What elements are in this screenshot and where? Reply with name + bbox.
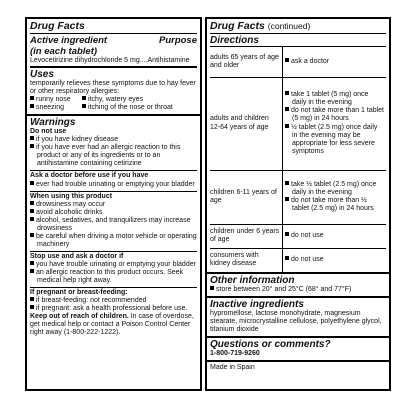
divider (30, 287, 197, 288)
bullet-square-icon (285, 197, 289, 201)
pregnant-heading: If pregnant or breast-feeding: (30, 289, 128, 297)
questions-heading: Questions or comments? (210, 339, 331, 351)
questions-phone: 1-800-719-9260 (210, 350, 260, 358)
instruction-text: do not use (291, 256, 324, 264)
section-divider (207, 272, 389, 274)
pregnant-item (30, 305, 197, 313)
symptom-item (30, 104, 82, 112)
age-cell: adults and children 12-64 years of age (210, 77, 283, 170)
instruction-item (285, 107, 384, 123)
instruction-text: take ½ tablet (2.5 mg) once daily in the evening (291, 180, 377, 196)
active-ingredient-name: Levocetirizine dihydrochloride 5 mg (30, 57, 140, 64)
table-row (210, 47, 386, 77)
when-using-item (30, 217, 197, 233)
instruction-cell (283, 170, 387, 224)
drug-facts-title: Drug Facts (30, 19, 197, 34)
warning-text: if pregnant: ask a health professional before use. (36, 305, 188, 313)
instruction-cell (283, 77, 387, 170)
instruction-item (285, 197, 384, 213)
do-not-use-heading: Do not use (30, 128, 67, 136)
bullet-square-icon (30, 201, 34, 205)
drug-facts-right-panel (205, 17, 391, 391)
active-ingredient-purpose: Antihistamine (147, 57, 190, 64)
active-ingredient-line (30, 57, 190, 65)
active-ingredient-header (30, 35, 197, 46)
instruction-text: do not take more than 1 tablet (5 mg) in 24 hours (291, 107, 385, 123)
continued-suffix: (continued) (267, 21, 311, 31)
drug-facts-left-panel (25, 17, 202, 391)
table-row (210, 248, 386, 272)
other-information-item (210, 286, 386, 294)
section-divider (207, 336, 389, 338)
bullet-square-icon (30, 144, 34, 148)
bullet-square-icon (285, 58, 289, 62)
instruction-cell (283, 248, 387, 272)
warning-text: if breast-feeding: not recommended (36, 297, 147, 305)
leader-dots: .... (139, 57, 148, 64)
when-using-item (30, 233, 197, 249)
bullet-square-icon (285, 124, 289, 128)
warning-text: alcohol, sedatives, and tranquilizers may increase drowsiness (36, 216, 191, 232)
pregnant-item (30, 297, 197, 305)
symptom-item (82, 104, 197, 112)
stop-use-item (30, 261, 197, 269)
bullet-square-icon (285, 181, 289, 185)
bullet-square-icon (30, 269, 34, 273)
instruction-cell (283, 47, 387, 77)
uses-symptom-grid (30, 96, 197, 112)
bullet-square-icon (30, 104, 34, 108)
table-row (210, 170, 386, 224)
divider (30, 251, 197, 252)
divider (30, 170, 197, 171)
made-in-text: Made in Spain (210, 364, 255, 372)
symptom-text: itchy, watery eyes (88, 96, 144, 104)
instruction-text: do not use (291, 231, 324, 239)
warning-text: if you have kidney disease (36, 136, 119, 144)
bullet-square-icon (30, 96, 34, 100)
bullet-square-icon (30, 209, 34, 213)
active-ingredient-subheader (30, 46, 197, 57)
warning-text: drowsiness may occur (36, 200, 106, 208)
section-divider (27, 114, 200, 116)
bullet-square-icon (30, 181, 34, 185)
when-using-item (30, 201, 197, 209)
other-information-heading: Other information (210, 275, 295, 286)
bullet-square-icon (210, 286, 214, 290)
symptom-text: sneezing (36, 104, 65, 112)
drug-facts-continued-title (210, 19, 386, 34)
bullet-square-icon (82, 104, 86, 108)
age-cell: consumers with kidney disease (210, 248, 283, 272)
symptom-item (30, 96, 82, 104)
instruction-item (285, 91, 384, 107)
section-divider (207, 360, 389, 362)
bullet-square-icon (30, 233, 34, 237)
keep-out-bold: Keep out of reach of children. (30, 313, 129, 321)
instruction-item (285, 256, 384, 264)
bullet-square-icon (285, 107, 289, 111)
warning-text: you have trouble urinating or emptying your bladder (36, 260, 196, 268)
instruction-text: do not take more than ½ tablet (2.5 mg) in 24 hours (291, 197, 374, 213)
instruction-text: take 1 tablet (5 mg) once daily in the evening (291, 91, 369, 107)
keep-out-text: In case of overdose, get medical help or contact a Poison Control Center right away (1-800-222-1222). (30, 313, 194, 337)
stop-use-item (30, 269, 197, 285)
keep-out-of-reach (30, 313, 197, 337)
directions-heading: Directions (210, 35, 386, 47)
uses-intro: temporarily relieves these symptoms due to hay fever or other respiratory allergies: (30, 80, 196, 96)
instruction-item (285, 58, 384, 66)
warning-text: avoid alcoholic drinks (36, 208, 103, 216)
bullet-square-icon (285, 91, 289, 95)
bullet-square-icon (30, 217, 34, 221)
age-cell: children under 6 years of age (210, 224, 283, 248)
ask-doctor-heading: Ask a doctor before use if you have (30, 172, 149, 180)
instruction-item (285, 232, 384, 240)
instruction-text: ½ tablet (2.5 mg) once daily in the evening may be appropriate for less severe symptoms (291, 123, 378, 155)
do-not-use-item (30, 144, 197, 168)
do-not-use-item (30, 136, 197, 144)
active-ingredient-heading: Active ingredient (30, 35, 108, 46)
age-cell: children 6-11 years of age (210, 170, 283, 224)
active-ingredient-row (30, 57, 197, 68)
instruction-cell (283, 224, 387, 248)
table-row (210, 77, 386, 170)
warning-text: if you have ever had an allergic reaction to this product or any of its ingredients or to an antihistamine containing cetirizine (36, 144, 181, 168)
stop-use-heading: Stop use and ask a doctor if (30, 252, 124, 260)
warning-text: ever had trouble urinating or emptying your bladder (36, 180, 195, 188)
instruction-item (285, 124, 384, 156)
when-using-item (30, 209, 197, 217)
bullet-square-icon (285, 232, 289, 236)
purpose-heading: Purpose (158, 35, 197, 46)
bullet-square-icon (30, 136, 34, 140)
continued-title-text: Drug Facts (210, 20, 265, 32)
bullet-square-icon (285, 256, 289, 260)
bullet-square-icon (82, 96, 86, 100)
active-ingredient-sub: (in each tablet) (30, 46, 98, 57)
inactive-ingredients-text: hypromellose, lactose monohydrate, magnesium stearate, microcrystalline cellulose, polyethylene glycol, titanium dioxide (210, 310, 382, 334)
warning-text: be careful when driving a motor vehicle or operating machinery (36, 232, 197, 248)
table-row (210, 224, 386, 248)
bullet-square-icon (30, 305, 34, 309)
directions-table (210, 47, 386, 272)
instruction-text: ask a doctor (291, 57, 330, 65)
age-cell: adults 65 years of age and older (210, 47, 283, 77)
divider (30, 191, 197, 192)
inactive-ingredients-heading: Inactive ingredients (210, 299, 304, 311)
symptom-text: itching of the nose or throat (88, 104, 173, 112)
warning-text: an allergic reaction to this product occurs. Seek medical help right away. (36, 268, 184, 285)
when-using-heading: When using this product (30, 192, 113, 200)
ask-doctor-item (30, 181, 197, 189)
other-information-text: store between 20° and 25°C (68° and 77°F) (216, 286, 352, 293)
bullet-square-icon (30, 261, 34, 265)
symptom-item (82, 96, 197, 104)
symptom-text: runny nose (36, 96, 71, 104)
section-divider (207, 296, 389, 298)
instruction-item (285, 181, 384, 197)
bullet-square-icon (30, 297, 34, 301)
warnings-heading: Warnings (30, 117, 76, 129)
uses-heading: Uses (30, 69, 54, 81)
